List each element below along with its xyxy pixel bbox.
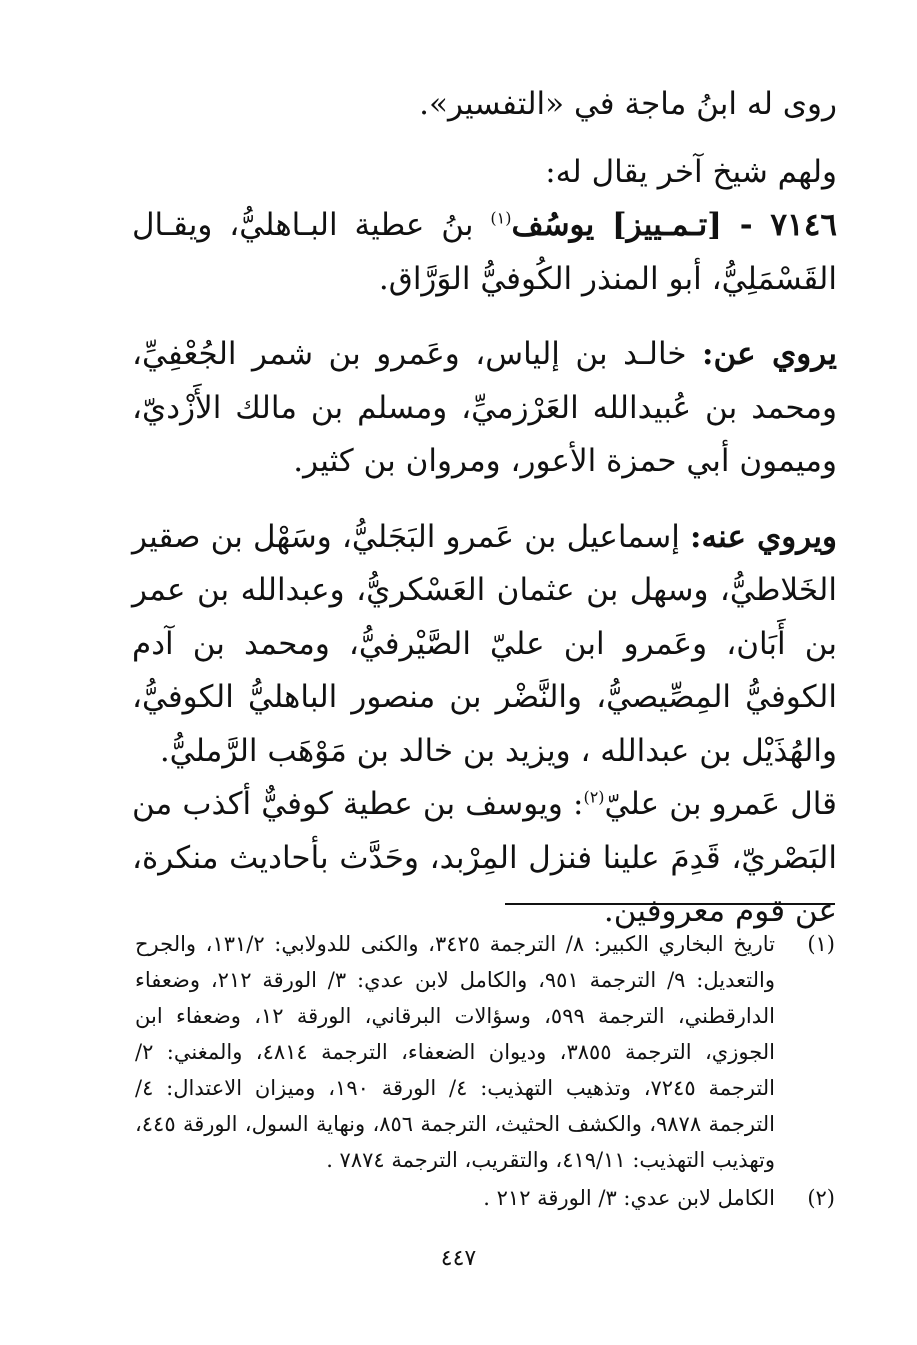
footnote-ref-1: (١) (490, 208, 512, 228)
footnote-text: الكامل لابن عدي: ٣/ الورقة ٢١٢ . (483, 1186, 775, 1210)
entry-number-name: ٧١٤٦ - [تـمـييز] يوسُف (511, 207, 837, 243)
footnote-number: (٢) (807, 1186, 835, 1210)
spacer (132, 489, 837, 511)
footnote-number: (١) (807, 932, 835, 956)
quote-start: قال عَمرو بن عليّ (604, 786, 837, 822)
footnote-divider (505, 903, 835, 905)
footnote-1 (135, 926, 835, 1178)
intro-text: روى له ابنُ ماجة في «التفسير». (419, 86, 837, 122)
entry-heading-rest: بنُ عطية البـاهليُّ، ويقـال القَسْمَلِيُّ، أبو المنذر الكُوفيُّ الوَرَّاق. (132, 207, 837, 297)
page-number: ٤٤٧ (440, 1246, 477, 1271)
spacer (132, 132, 837, 146)
footnote-text: تاريخ البخاري الكبير: ٨/ الترجمة ٣٤٢٥، والكنى للدولابي: ١٣١/٢، والجرح والتعديل: ٩/ الترجمة ٩٥١، والكامل لابن عدي: ٣/ الورقة ٢١٢، وضعفاء الدارقطني، الترجمة ٥٩٩، وسؤالات البرقاني، الورقة ١٢، وضعفاء ابن الجوزي، الترجمة ٣٨٥٥، وديوان الضعفاء، الترجمة ٤٨١٤، والمغني: ٢/ الترجمة ٧٢٤٥، وتذهيب التهذيب: ٤/ الورقة ١٩٠، وميزان الاعتدال: ٤/ الترجمة ٩٨٧٨، والكشف الحثيث، الترجمة ٨٥٦، ونهاية السول، الورقة ٤٤٥، وتهذيب التهذيب: ٤١٩/١١، والتقريب، الترجمة ٧٨٧٤ . (135, 932, 776, 1172)
narrates-from-text: خالـد بن إلياس، وعَمرو بن شمر الجُعْفِيِّ، ومحمد بن عُبيدالله العَرْزميِّ، ومسلم بن مالك الأَزْديّ، وميمون أبي حمزة الأعور، ومروان بن كثير. (132, 336, 837, 479)
quote-paragraph (132, 778, 837, 939)
narrates-from-paragraph (132, 328, 837, 489)
other-sheikh-line (132, 146, 837, 200)
narrators-paragraph (132, 511, 837, 779)
main-text (132, 78, 837, 939)
footnotes (135, 926, 835, 1218)
other-sheikh-text: ولهم شيخ آخر يقال له: (545, 153, 837, 190)
narrators-text: إسماعيل بن عَمرو البَجَليُّ، وسَهْل بن صقير الخَلاطيُّ، وسهل بن عثمان العَسْكريُّ، وعبدالله بن عمر بن أَبَان، وعَمرو ابن عليّ الصَّيْرفيُّ، ومحمد بن آدم الكوفيُّ المِصِّيصيُّ، والنَّضْر بن منصور الباهليُّ الكوفيُّ، والهُذَيْل بن عبدالله ، ويزيد بن خالد بن مَوْهَب الرَّمليُّ. (132, 518, 837, 769)
spacer (132, 306, 837, 328)
narrates-from-label: يروي عن: (702, 336, 837, 372)
intro-line (132, 78, 837, 132)
entry-heading (132, 199, 837, 306)
footnote-2 (135, 1180, 835, 1216)
quote-rest: : ويوسف بن عطية كوفيٌّ أكذب من البَصْريّ، قَدِمَ علينا فنزل المِرْبد، وحَدَّث بأحاديث منكرة، عن قوم معروفين. (132, 786, 837, 929)
narrators-label: ويروي عنه: (690, 518, 837, 555)
footnote-ref-2: (٢) (583, 787, 605, 807)
